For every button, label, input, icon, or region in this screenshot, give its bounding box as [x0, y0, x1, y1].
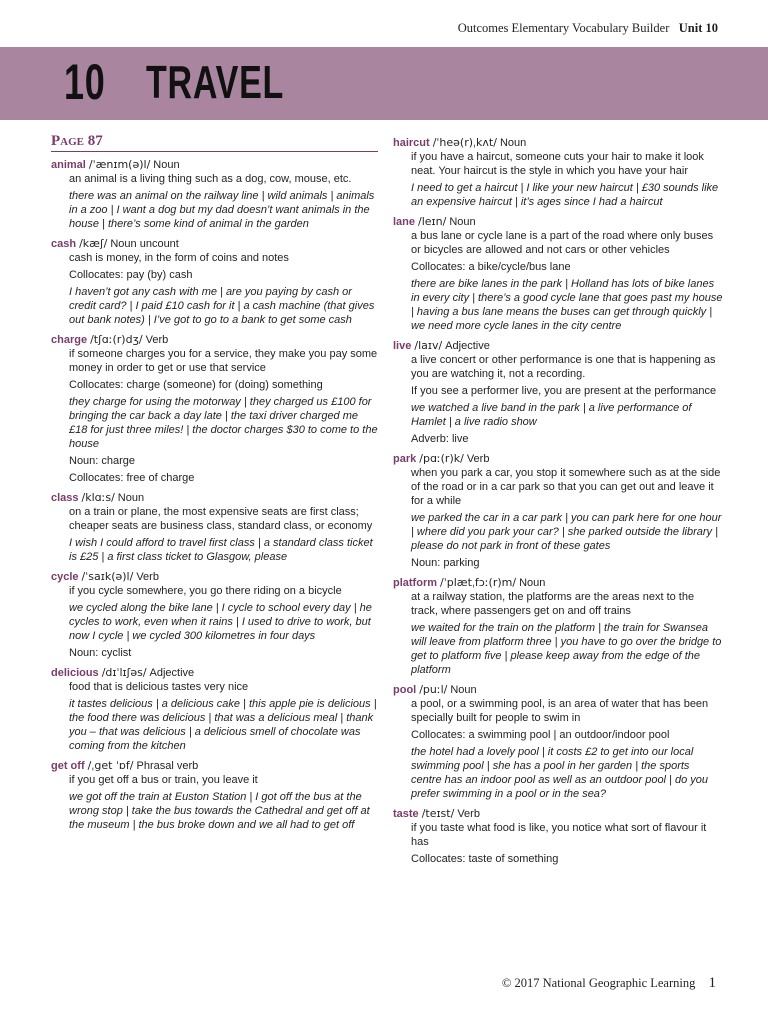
right-entries	[393, 136, 723, 866]
entry-body	[51, 347, 378, 485]
definition: if you taste what food is like, you notice what sort of flavour it has	[411, 822, 707, 848]
pronunciation: /klɑːs/	[81, 491, 115, 504]
headword: platform	[393, 577, 437, 589]
headword: cash	[51, 238, 77, 250]
part-of-speech: Verb	[136, 571, 159, 583]
example-sentences: I haven’t got any cash with me | are you paying by cash or credit card? | I paid £10 cash for it | a cash machine (that gives out bank notes) | I’ve got to go to a bank to get some cash	[69, 286, 375, 326]
pronunciation: /ˈænɪm(ə)l/	[88, 158, 151, 171]
example-sentences: the hotel had a lovely pool | it costs £2 to get into our local swimming pool | she has a pool in her garden | the sports centre has an indoor pool as well as an outdoor pool | do you prefer swimming in a pool or in the sea?	[411, 746, 708, 800]
pronunciation: /laɪv/	[414, 339, 443, 352]
pronunciation: /leɪn/	[418, 215, 447, 228]
headword: lane	[393, 216, 416, 228]
entry-body	[51, 251, 378, 327]
pronunciation: /dɪˈlɪʃəs/	[101, 666, 147, 679]
headword-line	[393, 807, 723, 821]
definition: cash is money, in the form of coins and notes	[69, 252, 289, 264]
pronunciation: /pɑː(r)k/	[419, 452, 464, 465]
part-of-speech: Noun	[450, 684, 477, 696]
definition: at a railway station, the platforms are the areas next to the track, where passengers get on and off trains	[411, 591, 695, 617]
running-head	[458, 21, 718, 36]
example-sentences: we waited for the train on the platform | the train for Swansea will leave from platform three | you have to go over the bridge to get to platform five | please keep away from the edge of the platform	[411, 622, 722, 676]
entry-class	[51, 491, 378, 564]
example-sentences: we got off the train at Euston Station | I got off the bus at the wrong stop | take the bus towards the Cathedral and get off at the museum | the bus broke down and we all had to get off	[69, 791, 370, 831]
definition: If you see a performer live, you are present at the performance	[411, 385, 717, 397]
pronunciation: /puːl/	[419, 683, 448, 696]
headword: get off	[51, 760, 85, 772]
part-of-speech: Noun	[499, 137, 527, 149]
definition: if you have a haircut, someone cuts your hair to make it look neat. Your haircut is the style in which you have your hair	[411, 151, 704, 177]
example-sentences: we parked the car in a car park | you can park here for one hour | where did you park your car? | she parked outside the library | please do not park in front of these gates	[411, 512, 722, 552]
unit-banner	[0, 47, 768, 120]
definition: if you get off a bus or train, you leave it	[69, 774, 258, 786]
usage-note: Collocates: a bike/cycle/bus lane	[411, 261, 571, 273]
headword-line	[51, 237, 378, 251]
usage-note: Noun: cyclist	[69, 647, 132, 659]
example-sentences: I wish I could afford to travel first class | a standard class ticket is £25 | a first class ticket to Glasgow, please	[69, 537, 373, 563]
definition: a live concert or other performance is one that is happening as you are watching it, not a recording.	[411, 354, 716, 380]
entry-body	[393, 353, 723, 446]
headword: animal	[51, 159, 86, 171]
headword-line	[51, 158, 378, 172]
usage-note: Noun: charge	[69, 455, 136, 467]
definition: an animal is a living thing such as a dog, cow, mouse, etc.	[69, 173, 352, 185]
part-of-speech: Verb	[145, 334, 169, 346]
definition: on a train or plane, the most expensive seats are first class; cheaper seats are business class, standard class, or economy	[69, 506, 373, 532]
part-of-speech: Phrasal verb	[136, 760, 199, 772]
headword-line	[51, 759, 378, 773]
usage-note: Noun: parking	[411, 557, 480, 569]
example-sentences: I need to get a haircut | I like your new haircut | £30 sounds like an expensive haircut | it’s ages since I had a haircut	[411, 182, 719, 208]
left-entries	[51, 158, 378, 832]
headword-line	[393, 683, 723, 697]
entry-body	[51, 773, 378, 832]
entry-body	[51, 680, 378, 753]
headword-line	[393, 452, 723, 466]
part-of-speech: Adjective	[149, 667, 195, 679]
part-of-speech: Noun	[153, 159, 180, 171]
usage-note: Collocates: a swimming pool | an outdoor/indoor pool	[411, 729, 670, 741]
example-sentences: there are bike lanes in the park | Holland has lots of bike lanes in every city | there’s a good cycle lane that goes past my house | having a bus lane means the buses can get through quickly | we need more cycle lanes in the city centre	[411, 278, 723, 332]
headword: delicious	[51, 667, 99, 679]
headword-line	[51, 333, 378, 347]
entry-body	[393, 229, 723, 333]
entry-charge	[51, 333, 378, 485]
entry-body	[51, 584, 378, 660]
headword: cycle	[51, 571, 79, 583]
entry-body	[51, 172, 378, 231]
example-sentences: we watched a live band in the park | a live performance of Hamlet | a live radio show	[411, 402, 692, 428]
headword: live	[393, 340, 412, 352]
pronunciation: /kæʃ/	[79, 237, 108, 250]
headword-line	[393, 576, 723, 590]
page-footer	[502, 975, 716, 992]
headword: park	[393, 453, 417, 465]
entry-body	[393, 697, 723, 801]
definition: a pool, or a swimming pool, is an area of water that has been specially built for people to swim in	[411, 698, 709, 724]
pronunciation: /ˈplætˌfɔː(r)m/	[440, 576, 517, 589]
entry-cash	[51, 237, 378, 327]
book-title: Outcomes Elementary Vocabulary Builder	[457, 21, 670, 35]
entry-get-off	[51, 759, 378, 832]
entry-live	[393, 339, 723, 446]
entry-lane	[393, 215, 723, 333]
entry-pool	[393, 683, 723, 801]
usage-note: Collocates: free of charge	[69, 472, 195, 484]
part-of-speech: Noun	[519, 577, 546, 589]
headword: haircut	[393, 137, 430, 149]
right-column	[393, 136, 723, 872]
headword-line	[51, 491, 378, 505]
headword: charge	[51, 334, 88, 346]
headword-line	[51, 666, 378, 680]
definition: a bus lane or cycle lane is a part of the road where only buses or bicycles are allowed and not cars or other vehicles	[411, 230, 714, 256]
pronunciation: /ˈheə(r)ˌkʌt/	[432, 136, 497, 149]
usage-note: Collocates: pay (by) cash	[69, 269, 193, 281]
usage-note: Collocates: charge (someone) for (doing) something	[69, 379, 323, 391]
usage-note: Adverb: live	[411, 433, 469, 445]
headword-line	[393, 339, 723, 353]
definition: food that is delicious tastes very nice	[69, 681, 249, 693]
part-of-speech: Noun uncount	[110, 238, 179, 250]
usage-note: Collocates: taste of something	[411, 853, 559, 865]
pronunciation: /ˌget ˈɒf/	[87, 759, 134, 772]
headword-line	[51, 570, 378, 584]
headword: pool	[393, 684, 417, 696]
page-label: Page 87	[51, 133, 378, 152]
left-column	[51, 133, 378, 838]
example-sentences: there was an animal on the railway line | wild animals | animals in a zoo | I want a dog but my dad doesn’t want animals in the house | there’s some kind of animal in the garden	[69, 190, 375, 230]
definition: if you cycle somewhere, you go there riding on a bicycle	[69, 585, 342, 597]
definition: if someone charges you for a service, they make you pay some money in order to get or use that service	[69, 348, 378, 374]
entry-delicious	[51, 666, 378, 753]
entry-haircut	[393, 136, 723, 209]
copyright: © 2017 National Geographic Learning	[501, 976, 696, 990]
example-sentences: it tastes delicious | a delicious cake | this apple pie is delicious | the food there was delicious | that was a delicious meal | thank you – that was delicious | a delicious smell of chocolate was coming from the kitchen	[69, 698, 377, 752]
pronunciation: /teɪst/	[421, 807, 455, 820]
part-of-speech: Adjective	[445, 340, 490, 352]
headword: taste	[393, 808, 419, 820]
entry-taste	[393, 807, 723, 866]
entry-cycle	[51, 570, 378, 660]
headword: class	[51, 492, 79, 504]
entry-body	[393, 821, 723, 866]
entry-body	[393, 590, 723, 677]
part-of-speech: Noun	[449, 216, 476, 228]
pronunciation: /ˈsaɪk(ə)l/	[81, 570, 134, 583]
page-number: 1	[708, 975, 716, 991]
entry-body	[393, 150, 723, 209]
headword-line	[393, 215, 723, 229]
unit-label: Unit 10	[678, 21, 718, 35]
example-sentences: we cycled along the bike lane | I cycle to school every day | he cycles to work, even when it rains | I used to drive to work, but now I cycle | we cycled 300 kilometres in four days	[69, 602, 372, 642]
definition: when you park a car, you stop it somewhere such as at the side of the road or in a car park so that you can get out and leave it for a while	[411, 467, 721, 507]
example-sentences: they charge for using the motorway | they charged us £100 for bringing the car back a day late | the taxi driver charged me £18 for just three miles! | the doctor charges $30 to come to the house	[69, 396, 378, 450]
unit-number: 10	[64, 54, 106, 110]
entry-animal	[51, 158, 378, 231]
entry-park	[393, 452, 723, 570]
entry-platform	[393, 576, 723, 677]
headword-line	[393, 136, 723, 150]
entry-body	[51, 505, 378, 564]
entry-body	[393, 466, 723, 570]
pronunciation: /tʃɑː(r)dʒ/	[90, 333, 143, 346]
part-of-speech: Noun	[117, 492, 145, 504]
part-of-speech: Verb	[457, 808, 480, 820]
part-of-speech: Verb	[466, 453, 490, 465]
unit-title: TRAVEL	[146, 56, 285, 108]
